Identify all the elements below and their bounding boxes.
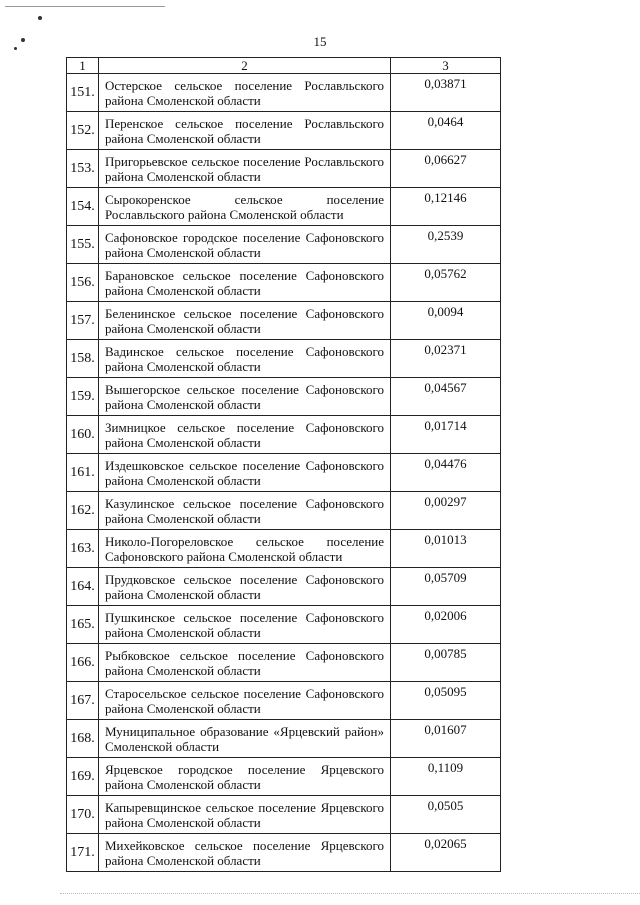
row-number: 160. [67,416,99,454]
settlement-name: Рыбковское сельское поселение Сафоновского района Смоленской области [99,644,391,682]
share-value: 0,12146 [391,188,501,226]
row-number: 152. [67,112,99,150]
row-number: 154. [67,188,99,226]
settlement-name: Михейковское сельское поселение Ярцевского района Смоленской области [99,834,391,872]
table-row [67,188,501,226]
settlement-name: Капыревщинское сельское поселение Ярцевского района Смоленской области [99,796,391,834]
row-number: 164. [67,568,99,606]
row-number: 151. [67,74,99,112]
settlement-name: Казулинское сельское поселение Сафоновского района Смоленской области [99,492,391,530]
settlement-name: Вышегорское сельское поселение Сафоновского района Смоленской области [99,378,391,416]
table-row [67,74,501,112]
table-header-row [67,58,501,74]
row-number: 166. [67,644,99,682]
row-number: 167. [67,682,99,720]
scan-edge [60,893,640,894]
table-row [67,682,501,720]
share-value: 0,03871 [391,74,501,112]
settlement-name: Издешковское сельское поселение Сафоновского района Смоленской области [99,454,391,492]
share-value: 0,2539 [391,226,501,264]
settlement-name: Ярцевское городское поселение Ярцевского района Смоленской области [99,758,391,796]
column-header: 1 [67,58,99,74]
share-value: 0,06627 [391,150,501,188]
page-number: 15 [313,34,327,49]
settlement-name: Сырокоренское сельское поселение Рославльского района Смоленской области [99,188,391,226]
share-value: 0,01013 [391,530,501,568]
table-row [67,834,501,872]
settlement-name: Николо-Погореловское сельское поселение Сафоновского района Смоленской области [99,530,391,568]
share-value: 0,05095 [391,682,501,720]
settlement-name: Зимницкое сельское поселение Сафоновского района Смоленской области [99,416,391,454]
settlement-name: Старосельское сельское поселение Сафоновского района Смоленской области [99,682,391,720]
table-row [67,492,501,530]
share-value: 0,05762 [391,264,501,302]
table-row [67,302,501,340]
share-value: 0,02065 [391,834,501,872]
table-row [67,378,501,416]
settlement-name: Сафоновское городское поселение Сафоновского района Смоленской области [99,226,391,264]
share-value: 0,02006 [391,606,501,644]
row-number: 162. [67,492,99,530]
scan-speck [5,6,165,7]
share-value: 0,1109 [391,758,501,796]
table-row [67,150,501,188]
table-row [67,226,501,264]
share-value: 0,01607 [391,720,501,758]
settlement-name: Вадинское сельское поселение Сафоновского района Смоленской области [99,340,391,378]
table-row [67,454,501,492]
share-value: 0,0464 [391,112,501,150]
settlement-name: Муниципальное образование «Ярцевский район» Смоленской области [99,720,391,758]
share-value: 0,04476 [391,454,501,492]
row-number: 157. [67,302,99,340]
table-row [67,340,501,378]
row-number: 158. [67,340,99,378]
share-value: 0,05709 [391,568,501,606]
row-number: 171. [67,834,99,872]
settlement-name: Перенское сельское поселение Рославльского района Смоленской области [99,112,391,150]
share-value: 0,0505 [391,796,501,834]
table-row [67,416,501,454]
table-row [67,644,501,682]
table-row [67,606,501,644]
row-number: 155. [67,226,99,264]
row-number: 168. [67,720,99,758]
allocation-table [66,57,501,872]
table-row [67,530,501,568]
share-value: 0,00785 [391,644,501,682]
row-number: 159. [67,378,99,416]
share-value: 0,04567 [391,378,501,416]
settlement-name: Остерское сельское поселение Рославльского района Смоленской области [99,74,391,112]
column-header: 3 [391,58,501,74]
settlement-name: Прудковское сельское поселение Сафоновского района Смоленской области [99,568,391,606]
settlement-name: Беленинское сельское поселение Сафоновского района Смоленской области [99,302,391,340]
row-number: 161. [67,454,99,492]
table-row [67,112,501,150]
table-row [67,796,501,834]
table-row [67,720,501,758]
share-value: 0,01714 [391,416,501,454]
table-row [67,758,501,796]
table-row [67,568,501,606]
row-number: 156. [67,264,99,302]
row-number: 153. [67,150,99,188]
settlement-name: Барановское сельское поселение Сафоновского района Смоленской области [99,264,391,302]
table-row [67,264,501,302]
row-number: 165. [67,606,99,644]
row-number: 170. [67,796,99,834]
scan-speck [38,16,42,20]
row-number: 169. [67,758,99,796]
settlement-name: Пушкинское сельское поселение Сафоновского района Смоленской области [99,606,391,644]
column-header: 2 [99,58,391,74]
share-value: 0,02371 [391,340,501,378]
row-number: 163. [67,530,99,568]
share-value: 0,0094 [391,302,501,340]
share-value: 0,00297 [391,492,501,530]
settlement-name: Пригорьевское сельское поселение Рославльского района Смоленской области [99,150,391,188]
